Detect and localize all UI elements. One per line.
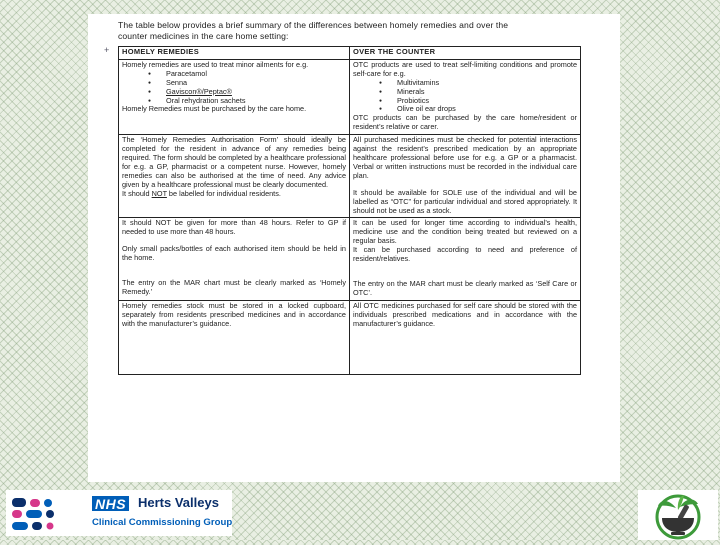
header-homely-remedies: HOMELY REMEDIES: [119, 47, 350, 60]
list-item: ● Olive oil ear drops: [379, 105, 577, 114]
intro-line-1: The table below provides a brief summary of the differences between homely remedies and over the: [118, 20, 509, 30]
cell-homely-uses: [119, 59, 350, 134]
cell-homely-duration: [119, 218, 350, 300]
cell-homely-storage: [119, 300, 350, 374]
document-page: [88, 14, 620, 482]
list-item: ● Probiotics: [379, 97, 577, 106]
list-item: ● Senna: [148, 79, 346, 88]
list-item: ● Minerals: [379, 88, 577, 97]
nhs-dots-logo-icon: [10, 496, 80, 532]
footer: [0, 488, 720, 540]
paragraph: All OTC medicines purchased for self care should be stored with the individuals prescribed medications and in accordance with the manufacturer’s guidance.: [353, 300, 577, 328]
paragraph: Homely Remedies must be purchased by the care home.: [122, 104, 307, 114]
list-item: ● Gaviscon®/Peptac®: [148, 88, 346, 97]
org-name: Herts Valleys: [138, 495, 219, 510]
table-move-handle-icon[interactable]: +: [104, 45, 110, 55]
table-row: [119, 59, 581, 134]
table-row: [119, 300, 581, 374]
intro-text: [118, 20, 590, 42]
paragraph: Homely remedies stock must be stored in a locked cupboard, separately from residents prescribed medicines and in accordance with the manufacturer’s guidance.: [122, 300, 346, 328]
paragraph: All purchased medicines must be checked for potential interactions against the resident’s prescribed medication by an appropriate healthcare professional before use for e.g. a GP or a pharmacist. Verbal or written instructions must be recorded in the individual care plan.: [353, 135, 577, 180]
cell-otc-storage: [350, 300, 581, 374]
table-header-row: [119, 47, 581, 60]
list-item: ● Paracetamol: [148, 70, 346, 79]
table-row: [119, 135, 581, 218]
mortar-logo: [638, 490, 718, 540]
nhs-logo: [6, 490, 232, 536]
paragraph: OTC products can be purchased by the care home/resident or resident’s relative or carer.: [353, 113, 577, 132]
paragraph: It should be available for SOLE use of the individual and will be labelled as “OTC” for particular individual and stored appropriately. It should not be used as a stock.: [353, 187, 577, 215]
intro-line-2: counter medicines in the care home setting:: [118, 31, 289, 41]
text-run: be labelled for individual residents.: [166, 188, 281, 198]
table-row: [119, 218, 581, 300]
mortar-pestle-icon: [638, 490, 718, 540]
header-over-the-counter: OVER THE COUNTER: [350, 47, 581, 60]
paragraph: The entry on the MAR chart must be clearly marked as ‘Homely Remedy.’: [122, 278, 346, 296]
paragraph: [122, 190, 346, 199]
text-run: It should: [122, 188, 152, 198]
nhs-badge: NHS: [92, 496, 129, 511]
bullet-list: [122, 70, 346, 106]
cell-otc-uses: [350, 59, 581, 134]
org-subtitle: Clinical Commissioning Group: [92, 517, 233, 528]
cell-otc-checks: [350, 135, 581, 218]
paragraph: OTC products are used to treat self-limiting conditions and promote self-care for e.g.: [353, 59, 577, 78]
list-item: ● Multivitamins: [379, 79, 577, 88]
paragraph: The entry on the MAR chart must be clearly marked as ‘Self Care or OTC’.: [353, 278, 577, 297]
list-item: ● Oral rehydration sachets: [148, 97, 346, 106]
cell-otc-duration: [350, 218, 581, 300]
bullet-list: [353, 79, 577, 115]
paragraph: The ‘Homely Remedies Authorisation Form’ should ideally be completed for the resident in advance of any remedies being required. The form should be completed by a healthcare professional for e.g. a GP, pharmacist or a competent nurse. However, homely remedies can also be authorised at the time of need. Any advice given by a healthcare professional must be clearly documented.: [122, 135, 346, 189]
comparison-table: [118, 46, 581, 375]
paragraph: It should NOT be given for more than 48 hours. Refer to GP if needed to use more than 48 hours.: [122, 218, 346, 237]
emphasis-not: NOT: [151, 188, 167, 198]
cell-homely-authorisation: [119, 135, 350, 218]
paragraph: It can be purchased according to need and preference of resident/relatives.: [353, 245, 577, 264]
paragraph: Only small packs/bottles of each authorised item should be held in the home.: [122, 244, 346, 263]
paragraph: Homely remedies are used to treat minor ailments for e.g.: [122, 59, 309, 69]
paragraph: It can be used for longer time according to individual’s health, medicine use and the condition being treated but reviewed on a regular basis.: [353, 218, 577, 246]
